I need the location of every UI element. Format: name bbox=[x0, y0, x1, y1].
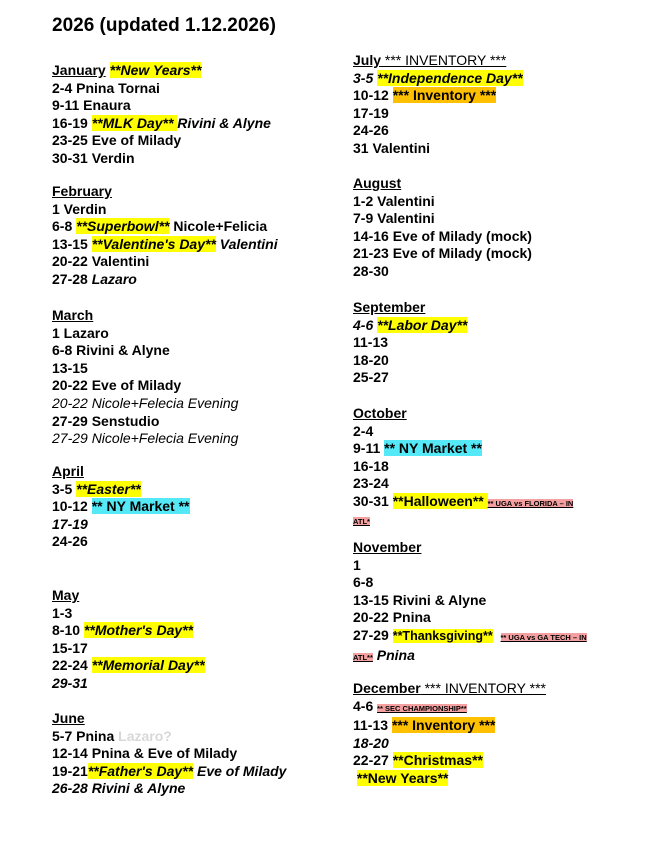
holiday-highlight: **Valentine's Day** bbox=[91, 235, 216, 252]
game-note: ** UGA vs FLORIDA – IN bbox=[487, 498, 574, 508]
event-line: 1-2 Valentini bbox=[353, 192, 435, 209]
event-line: 12-14 Pnina & Eve of Milady bbox=[52, 745, 238, 762]
event-line: 6-8 bbox=[353, 574, 374, 591]
event-line: 23-25 Eve of Milady bbox=[52, 132, 182, 149]
event-line: 28-30 bbox=[353, 262, 389, 279]
month-heading: September bbox=[353, 299, 426, 315]
event-line: 16-19 **MLK Day** Rivini & Alyne bbox=[52, 114, 271, 131]
event-line: 27-29 Senstudio bbox=[52, 412, 160, 429]
event-line: 4-6 ** SEC CHAMPIONSHIP** bbox=[353, 697, 467, 714]
event-line: 13-15 **Valentine's Day** Valentini bbox=[52, 235, 278, 252]
month-heading: January bbox=[52, 62, 106, 78]
game-note: ATL** bbox=[353, 652, 373, 662]
month-heading: October bbox=[353, 405, 407, 421]
event-line: 2-4 Pnina Tornai bbox=[52, 79, 160, 96]
event-line: 19-21**Father's Day** Eve of Milady bbox=[52, 762, 287, 779]
inventory-highlight: *** Inventory *** bbox=[391, 717, 496, 734]
event-line bbox=[353, 770, 546, 788]
month-april bbox=[52, 463, 190, 551]
market-highlight: ** NY Market ** bbox=[91, 498, 190, 515]
event-line: 3-5 **Easter** bbox=[52, 480, 141, 497]
event-line: 17-19 bbox=[52, 515, 88, 532]
event-line: 21-23 Eve of Milady (mock) bbox=[353, 245, 532, 262]
event-line: 1-3 bbox=[52, 604, 73, 621]
month-heading: March bbox=[52, 307, 94, 323]
event-line: 25-27 bbox=[353, 369, 389, 386]
event-line: 13-15 Rivini & Alyne bbox=[353, 591, 487, 608]
event-line: 14-16 Eve of Milady (mock) bbox=[353, 227, 532, 244]
event-line: 20-22 Valentini bbox=[52, 253, 150, 270]
holiday-highlight: **New Years** bbox=[356, 769, 449, 786]
event-line: 17-19 bbox=[353, 104, 389, 121]
event-line: 30-31 Verdin bbox=[52, 149, 135, 166]
event-line: 18-20 bbox=[353, 734, 389, 751]
event-line: 31 Valentini bbox=[353, 139, 431, 156]
month-october bbox=[353, 405, 573, 528]
month-heading: August bbox=[353, 175, 402, 191]
holiday-highlight: **Mother's Day** bbox=[83, 622, 194, 639]
month-heading: December *** INVENTORY *** bbox=[353, 680, 546, 696]
holiday-highlight: **Labor Day** bbox=[377, 316, 468, 333]
event-line: 20-22 Nicole+Felecia Evening bbox=[52, 394, 239, 411]
event-line: 11-13 bbox=[353, 334, 389, 351]
event-line: 29-31 bbox=[52, 674, 88, 691]
event-line: 6-8 **Superbowl** Nicole+Felicia bbox=[52, 218, 268, 235]
event-line: 5-7 Pnina Lazaro? bbox=[52, 727, 172, 744]
event-line: 24-26 bbox=[52, 533, 88, 550]
event-line: 20-22 Eve of Milady bbox=[52, 377, 182, 394]
holiday-highlight: **Independence Day** bbox=[377, 69, 523, 86]
month-heading: April bbox=[52, 463, 84, 479]
month-december bbox=[353, 680, 546, 788]
month-may bbox=[52, 587, 205, 693]
month-heading: July *** INVENTORY *** bbox=[353, 52, 507, 68]
game-note: ** SEC CHAMPIONSHIP** bbox=[377, 703, 467, 713]
event-line: 1 Lazaro bbox=[52, 324, 109, 341]
event-line: 9-11 Enaura bbox=[52, 97, 131, 114]
month-september bbox=[353, 299, 467, 387]
event-line: 20-22 Pnina bbox=[353, 609, 431, 626]
event-line: 10-12 ** NY Market ** bbox=[52, 498, 190, 515]
event-line: 1 Verdin bbox=[52, 200, 107, 217]
event-line: 30-31 **Halloween** ** UGA vs FLORIDA – IN bbox=[353, 492, 574, 509]
event-line: 3-5 **Independence Day** bbox=[353, 69, 523, 86]
tentative-label: Lazaro? bbox=[118, 727, 172, 744]
month-november: November 1 6-8 13-15 Rivini & Alyne 20-22 Pnina 27-29 **Thanksgiving** ** UGA vs GA TECH – IN ATL** Pnina bbox=[353, 539, 587, 663]
event-line: 1 bbox=[353, 556, 361, 573]
month-heading: May bbox=[52, 587, 80, 603]
game-note: ATL* bbox=[353, 516, 370, 526]
month-february bbox=[52, 183, 278, 289]
inventory-highlight: *** Inventory *** bbox=[392, 87, 497, 104]
month-march bbox=[52, 307, 238, 448]
holiday-highlight: **Halloween** bbox=[392, 492, 488, 509]
event-line: 24-26 bbox=[353, 122, 389, 139]
page-title: 2026 (updated 1.12.2026) bbox=[52, 15, 276, 36]
event-line: 22-24 **Memorial Day** bbox=[52, 657, 205, 674]
month-july bbox=[353, 52, 523, 158]
event-line: 6-8 Rivini & Alyne bbox=[52, 342, 170, 359]
event-line: 10-12 *** Inventory *** bbox=[353, 87, 497, 104]
event-line: 23-24 bbox=[353, 475, 389, 492]
holiday-highlight: **Superbowl** bbox=[76, 218, 170, 235]
event-line: 15-17 bbox=[52, 639, 88, 656]
event-line: 27-29 Nicole+Felecia Evening bbox=[52, 430, 239, 447]
holiday-highlight: **Christmas** bbox=[392, 752, 483, 769]
event-line: 9-11 ** NY Market ** bbox=[353, 440, 482, 457]
holiday-highlight: **MLK Day** bbox=[91, 114, 178, 131]
event-line: 18-20 bbox=[353, 351, 389, 368]
holiday-highlight: **Thanksgiving** bbox=[392, 628, 493, 643]
month-heading: June bbox=[52, 710, 85, 726]
event-line: 7-9 Valentini bbox=[353, 210, 435, 227]
event-line: 13-15 bbox=[52, 359, 88, 376]
month-january bbox=[52, 62, 271, 168]
month-heading: February bbox=[52, 183, 112, 199]
event-line: 16-18 bbox=[353, 457, 389, 474]
event-line: 22-27 **Christmas** bbox=[353, 752, 483, 769]
game-note: ** UGA vs GA TECH – IN bbox=[500, 632, 587, 642]
event-line: 27-29 **Thanksgiving** ** UGA vs GA TECH – IN bbox=[353, 626, 587, 643]
holiday-highlight: **Memorial Day** bbox=[91, 657, 205, 674]
holiday-highlight: **Easter** bbox=[76, 480, 141, 497]
event-line: 27-28 Lazaro bbox=[52, 270, 137, 287]
month-heading: November bbox=[353, 539, 422, 555]
event-line: 26-28 Rivini & Alyne bbox=[52, 780, 186, 797]
market-highlight: ** NY Market ** bbox=[384, 440, 482, 457]
event-line: 11-13 *** Inventory *** bbox=[353, 717, 496, 734]
event-line: 2-4 bbox=[353, 422, 374, 439]
holiday-highlight: **Father's Day** bbox=[87, 762, 194, 779]
month-august bbox=[353, 175, 532, 281]
holiday-highlight: **New Years** bbox=[109, 62, 202, 78]
event-line: 4-6 **Labor Day** bbox=[353, 316, 468, 333]
month-june bbox=[52, 710, 286, 798]
event-line: 8-10 **Mother's Day** bbox=[52, 622, 194, 639]
